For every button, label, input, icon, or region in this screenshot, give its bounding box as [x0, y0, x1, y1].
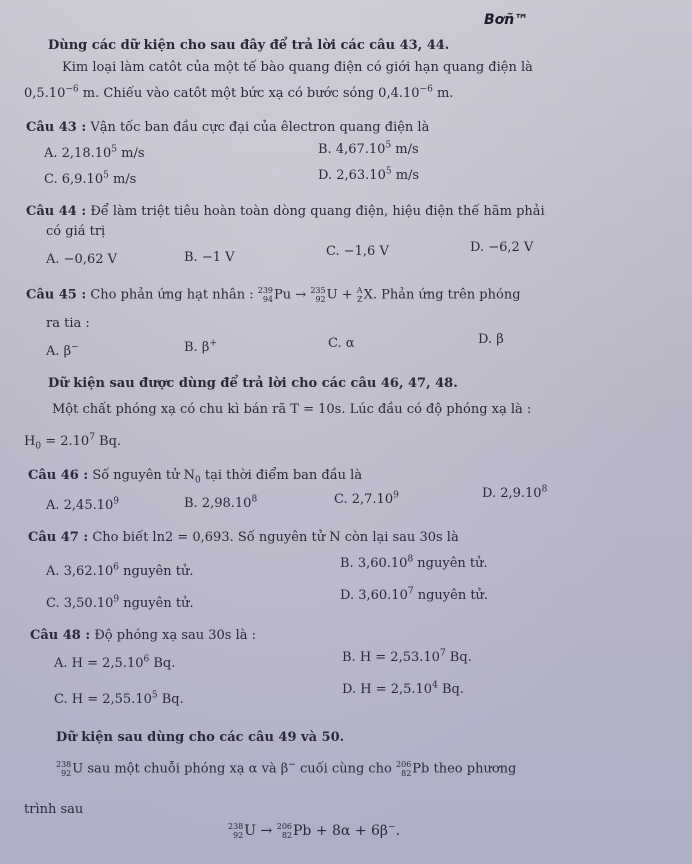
question-48: Câu 48 : Độ phóng xạ sau 30s là : — [30, 628, 257, 643]
question-43: Câu 43 : Vận tốc ban đầu cực đại của êlectron quang điện là — [26, 120, 430, 135]
q47-option-d: D. 3,60.10$^7$ nguyên tử. — [340, 586, 489, 603]
intro-46-48-line-1: Một chất phóng xạ có chu kì bán rã T = 10s. Lúc đầu có độ phóng xạ là : — [52, 402, 532, 417]
question-46: Câu 46 : Số nguyên tử $N_0$ tại thời điểm ban đầu là — [28, 468, 363, 486]
q43-option-b: B. 4,67.10$^5$ m/s — [318, 140, 419, 157]
nuclide-x: A Z — [356, 286, 363, 304]
q48-option-d: D. $H = 2,5.10^4$ Bq. — [342, 680, 464, 697]
intro-line-1: Kim loại làm catôt của một tế bào quang điện có giới hạn quang điện là — [62, 60, 533, 75]
q45-option-d: D. β — [478, 332, 504, 347]
q48-option-c: C. $H = 2,55.10^5$ Bq. — [54, 690, 184, 707]
q47-option-c: C. 3,50.10$^9$ nguyên tử. — [46, 594, 194, 611]
intro-line-2: $0,5.10^{-6}$ m. Chiếu vào catôt một bức xạ có bước sóng $0,4.10^{-6}$ m. — [24, 84, 454, 101]
intro-heading-43-44: Dùng các dữ kiện cho sau đây để trả lời các câu 43, 44. — [48, 38, 450, 53]
question-47: Câu 47 : Cho biết ln2 = 0,693. Số nguyên tử N còn lại sau 30s là — [28, 530, 459, 545]
eq-nuclide-u238: 238 92 — [228, 822, 244, 840]
question-45-line-2: ra tia : — [46, 316, 90, 331]
q47-option-b: B. 3,60.10$^8$ nguyên tử. — [340, 554, 488, 571]
q44-option-b: B. −1 V — [184, 250, 235, 265]
q46-option-d: D. 2,9.10$^8$ — [482, 484, 548, 501]
q43-option-a: A. 2,18.10$^5$ m/s — [44, 144, 145, 161]
nuclide-u238: 238 92 — [56, 760, 72, 778]
signature: Bơñ™ — [484, 12, 529, 28]
q46-option-c: C. 2,7.10$^9$ — [334, 490, 399, 507]
intro-heading-46-48: Dữ kiện sau được dùng để trả lời cho các câu 46, 47, 48. — [48, 376, 458, 391]
decay-line-2: trình sau — [24, 802, 84, 817]
q46-option-a: A. 2,45.10$^9$ — [46, 496, 120, 513]
q44-option-d: D. −6,2 V — [470, 240, 534, 255]
decay-description: 238 92 U sau một chuỗi phóng xạ α và β− cuối cùng cho 206 82 Pb theo phương — [56, 760, 517, 778]
decay-equation: 238 92 U → 206 82 Pb + 8α + 6β−. — [228, 822, 401, 840]
question-44: Câu 44 : Để làm triệt tiêu hoàn toàn dòng quang điện, hiệu điện thế hãm phải — [26, 204, 545, 219]
q44-option-c: C. −1,6 V — [326, 244, 389, 259]
q48-option-a: A. $H = 2,5.10^6$ Bq. — [54, 654, 176, 671]
intro-heading-49-50: Dữ kiện sau dùng cho các câu 49 và 50. — [56, 730, 345, 745]
q47-option-a: A. 3,62.10$^6$ nguyên tử. — [46, 562, 194, 579]
question-44-line-2: có giá trị — [46, 224, 106, 239]
q48-option-b: B. $H = 2,53.10^7$ Bq. — [342, 648, 472, 665]
q45-option-c: C. α — [328, 336, 355, 351]
nuclide-pu: 239 94 — [257, 286, 274, 304]
nuclide-u235: 235 92 — [310, 286, 326, 304]
eq-nuclide-pb206: 206 82 — [276, 822, 293, 840]
nuclide-pb206: 206 82 — [396, 760, 412, 778]
q46-option-b: B. 2,98.10$^8$ — [184, 494, 258, 511]
q43-option-d: D. 2,63.10$^5$ m/s — [318, 166, 420, 183]
q44-option-a: A. −0,62 V — [46, 252, 118, 267]
q45-option-b: B. β+ — [184, 338, 217, 355]
question-45: Câu 45 : Cho phản ứng hạt nhân : 239 94 Pu → 235 92 U + A Z X. Phản ứng trên phóng — [26, 286, 521, 304]
h0-value: $H_0 = 2.10^7$ Bq. — [24, 432, 122, 452]
q43-option-c: C. 6,9.10$^5$ m/s — [44, 170, 137, 187]
q45-option-a: A. β− — [46, 342, 79, 359]
